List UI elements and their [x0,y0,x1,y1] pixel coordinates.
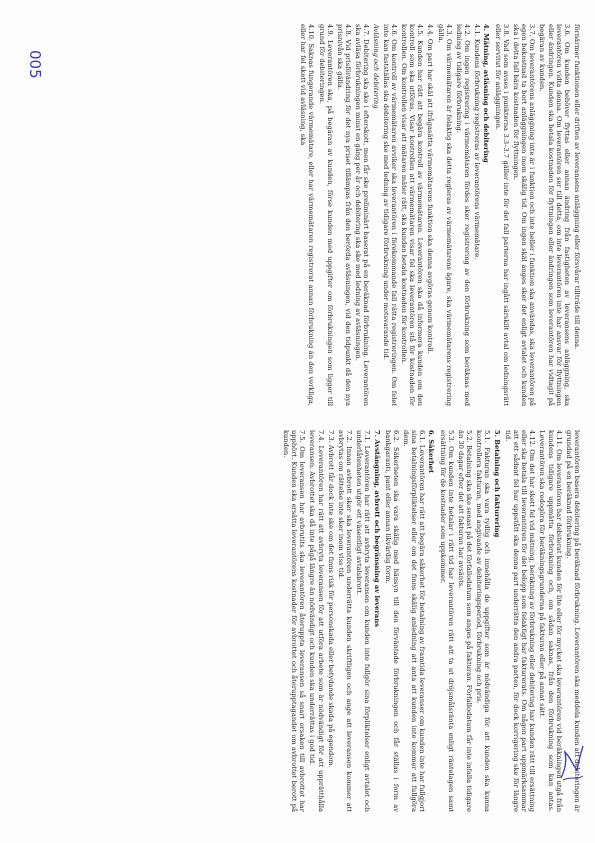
paragraph: 7.2. Innan avbrott sker ska leverantören underrätta kunden skriftligen och ange att leveransen kommer att avbrytas om rättelse inte sker inom viss tid. [336,430,354,812]
paragraph: 6.1. Leverantören har rätt att begära säkerhet för betalning av framtida leveranser om kunden inte har fullgjort sina betalningsförpliktelser eller om det finns skälig anledning att anta att kunden inte kommer att fullgöra dem. [402,430,427,812]
signature-mark [557,740,587,788]
paragraph: 4.5. Kunden har rätt att begära kontroll av värmemätaren. Leverantören ska då informera kunden om den kontroll som ska utföras. Visar kontrollen att värmemätaren visar fel ska leverantören stå för kostnaden för kontrollen. Om kontrollen visar att mätaren mäter rätt, ska kunden betala kostnaden för kontrollen. [400,24,425,406]
paragraph: 5.3. Om kunden inte betalar i rätt tid har leverantören rätt att ta ut dröjsmålsränta enligt räntelagen samt ersättning för de kostnader som uppkommer. [438,430,455,812]
paragraph: 4.2. Om ingen registrering i värmemätaren fördes sker registrering av den förbrukning som beräknas med ledning av tidigare förbrukning. [454,24,472,406]
paragraph: 6.2. Säkerheten ska vara skälig med hänsyn till den förväntade förbrukningen och får ställas i form av bankgaranti, pant eller annan likvärdig form. [383,430,400,812]
section-heading: 7. Avstängning, avbrott och begränsning av leverans [372,430,381,627]
paragraph: 4.4. Om part har skäl att ifrågasätta värmemätarens funktion ska denna avgöras genom kontroll. [426,24,435,354]
paragraph: 3.7. Om leverantörens anläggning inte är i funktion och inte heller i funktion ska användas, ska leverantören på egen bekostnad ta bort anläggningen inom skälig tid. Om ingen skäl anges sker det enligt avtalet och kunden ska i detta fall bära kostnaden för flyttningen. [511,24,537,406]
paragraph: leverantören basera debitering på beräknad förbrukning. Leverantören ska meddela kunden att debiteringen är grundad på en beräknad förbrukning. [564,430,581,812]
paragraph: 4.11. Om leverantören har debiterat kunden för lite eller för mycket ska leverantören vid beräkningen utgå från kundens tidigare uppmätta förbrukning och, om sådan saknas, från den förbrukning som kan antas. Leverantören ska redogöra för beräkningsgrunderna på fakturan eller på annat sätt. [538,430,563,812]
section-heading: 6. Säkerhet [427,430,436,474]
paragraph: 4.9. Leverantören ska, på begäran av kunden, förse kunden med uppgifter om förbrukningen som ligger till grund för debiteringen. [317,24,334,406]
paragraph: 4.7. Debitering ska ske i efterskott, men får ske preliminärt baserat på en beräknad förbrukning. Leverantören ska avläsa förbrukningen minst en gång per år och debitering ska ske med ledning av avläsningen. [354,24,371,406]
left-text-column [11,24,581,406]
paragraph: 4.3. Om värmemätaren är felaktig ska detta regleras av värmemätarens ägare, ska värmemätarens registrering gälla. [436,24,453,406]
paragraph: 4.12. Om det har skett fel vid mätning, beräkning av förbrukning eller debitering har kunden rätt till ersättning eller ska betala till leverantören för det belopp som felaktigt har fakturerats. Om någon part uppmärksammar att ett sådant fel har uppstått ska denna part underrätta den andra parten, för dock korrigering ske för längre tid. [503,430,537,812]
paragraph: förnärmer funktionen eller driften av leveransens anläggning eller försvårar tillträde till denna. [573,24,581,350]
section-heading: 4. Mätning, avläsning och debitering [482,24,491,163]
paragraph: 7.1. Leverantören har rätt att avbryta leveransen om kunden inte fullgör sina förpliktelser enligt avtalet och underlåtenheten utgör ett väsentligt avtalsbrott. [355,430,372,812]
paragraph: 3.8. Vad som avses i punkterna 3.3–3.7 gäller inte för det fall parterna har ingått särskilt avtal om ledningsrätt eller servitut för anläggningen. [493,24,510,406]
paragraph: 7.3. Avbrott får dock inte ske om det finns risk för personskada eller betydande skada på egendom. [326,430,335,768]
paragraph: 5.2. Betalning ska ske senast på det förfallodatum som anges på fakturan. Förfallodatum får inte infalla tidigare än 30 dagar efter det att fakturan har avsänts. [456,430,474,812]
paragraph: 3.6. Om kunden behöver flyttas eller annan ändring från fastigheten av leveransens anläggning, ska leverantören vidta denna. Om leverantören ser till detta, om inte leverantören inte har ansvar för flyttningen eller ändringen. Kunden ska betala kostnaden för flyttningen eller ändringen som leverantören har vidtagit på begäran av kunden. [538,24,571,406]
paragraph: 7.5. Om leveransen har avbrutits ska leverantören återuppta leveransen så snart orsaken till avbrottet har upphört. Kunden ska ersätta leverantörens kostnader för avbrottet och återupptagandet om avbrottet berott på kunden. [282,430,307,812]
paragraph: 4.6. Om kontroll av värmemätaren avviker ska leverantören i förekommande fall rätta registreringen. Om felet inte kan fastställas ska debitering ske med ledning av tidigare förbrukning under motsvarande tid. [381,24,398,406]
paragraph: 7.4. Leverantören har rätt att avbryta leveransen för att utföra arbete som är nödvändigt för att upprätthålla leveransen. Avbrottet ska då inte pågå längre än nödvändigt och kunden ska underrättas i god tid. [308,430,325,812]
handwritten-page-number: 005 [26,50,44,79]
paragraph: 4.1. Kundens förbrukning registreras av leverantörens värmemätare. [473,24,482,260]
paragraph: 4.8. Vid prisförändring för det nya priset tillämpas från den berörda avläsningen, vid den tidpunkt då den nya prisnivån ska gälla. [335,24,353,406]
paragraph: 4.10. Saknas fungerande värmemätare, eller har värmemätaren registrerat annan förbrukning än den verkliga, eller har fel skett vid avläsning, ska [299,24,316,406]
subsection-heading: Avläsning och debitering [371,24,380,109]
right-text-column [11,430,581,812]
section-heading: 5. Betalning och fakturering [492,430,501,538]
paragraph: 5.1. Fakturan ska vara tydlig och innehålla de uppgifter som är nödvändiga för att kunden ska kunna kontrollera fakturan, med angivande av debiteringsperiod, förbrukning och pris. [475,430,492,812]
